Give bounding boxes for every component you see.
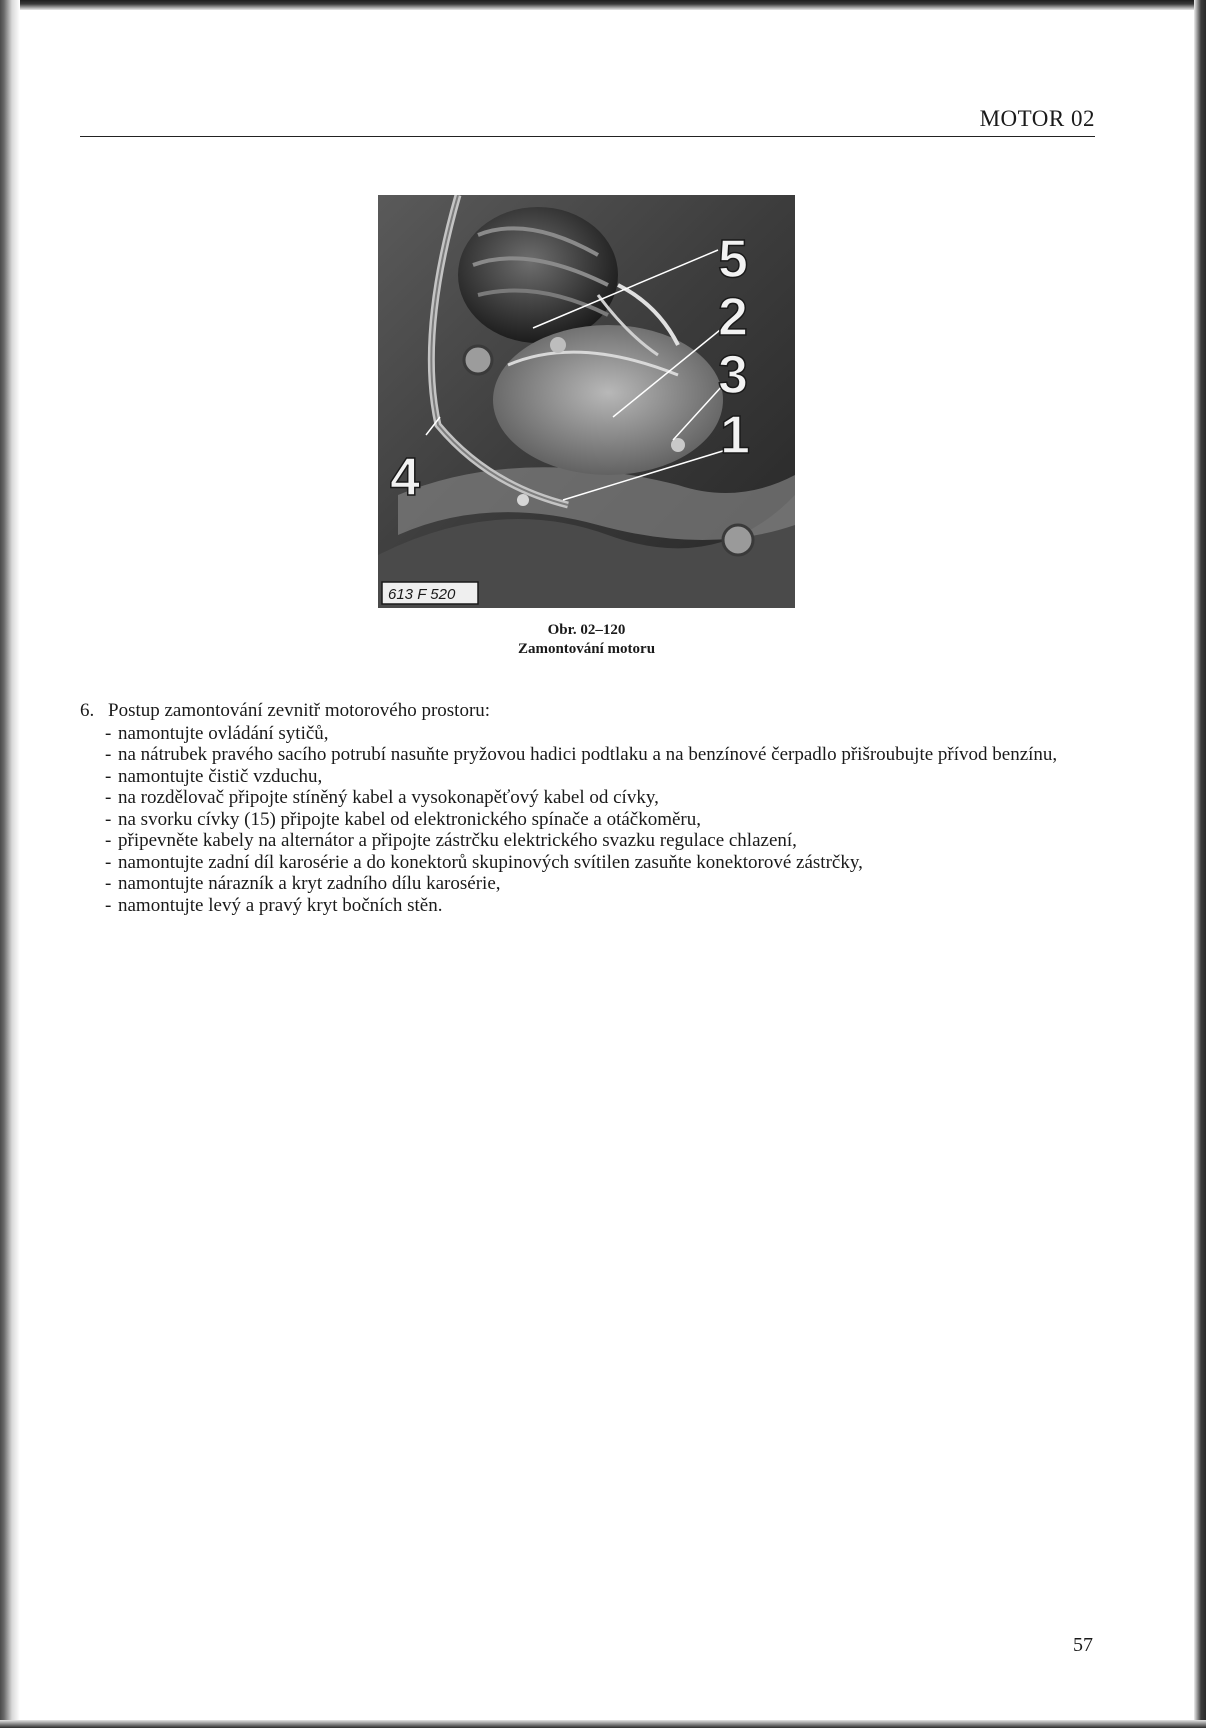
callout-3: 3: [718, 345, 749, 405]
list-item: - na nátrubek pravého sacího potrubí nasuňte pryžovou hadici podtlaku a na benzínové čerpadlo přišroubujte přívod benzínu,: [105, 744, 1100, 766]
figure-number: Obr. 02–120: [547, 622, 626, 638]
callout-4: 4: [390, 447, 421, 507]
step-list: [80, 723, 1100, 917]
list-item: - namontujte levý a pravý kryt bočních stěn.: [105, 895, 1100, 917]
callout-1: 1: [720, 405, 751, 465]
engine-photo-drawing: [378, 195, 795, 608]
scan-right-edge: [1194, 0, 1206, 1728]
step-number: 6.: [80, 700, 95, 721]
running-head-label: MOTOR 02: [979, 106, 1095, 131]
bolt-2: [723, 525, 753, 555]
figure-title: Zamontování motoru: [517, 641, 656, 657]
step-heading: [80, 700, 1100, 722]
bolt-4: [517, 494, 529, 506]
bolt-5: [671, 438, 685, 452]
callout-2: 2: [718, 287, 749, 347]
list-item: - na svorku cívky (15) připojte kabel od elektronického spínače a otáčkoměru,: [105, 809, 1100, 831]
step-section: [80, 700, 1100, 916]
carburettor-block: [493, 325, 723, 475]
list-item: - na rozdělovač připojte stíněný kabel a vysokonapěťový kabel od cívky,: [105, 787, 1100, 809]
engine-photo: [378, 195, 795, 608]
list-item: - připevněte kabely na alternátor a připojte zástrčku elektrického svazku regulace chlazení,: [105, 830, 1100, 852]
bolt-1: [464, 346, 492, 374]
bolt-3: [550, 337, 566, 353]
list-item: - namontujte nárazník a kryt zadního dílu karosérie,: [105, 873, 1100, 895]
page-number: 57: [1073, 1634, 1093, 1656]
step-heading-text: Postup zamontování zevnitř motorového prostoru:: [108, 700, 491, 721]
callout-5: 5: [718, 229, 749, 289]
plate-code: 613 F 520: [388, 586, 456, 603]
list-item: - namontujte zadní díl karosérie a do konektorů skupinových svítilen zasuňte konektorové zástrčky,: [105, 852, 1100, 874]
scan-top-edge: [0, 0, 1206, 10]
scan-binding-edge: [0, 0, 20, 1728]
rubber-boot: [458, 207, 618, 343]
scan-bottom-edge: [0, 1720, 1206, 1728]
running-head: [80, 104, 1095, 137]
list-item: - namontujte ovládání sytičů,: [105, 723, 1100, 745]
list-item: - namontujte čistič vzduchu,: [105, 766, 1100, 788]
